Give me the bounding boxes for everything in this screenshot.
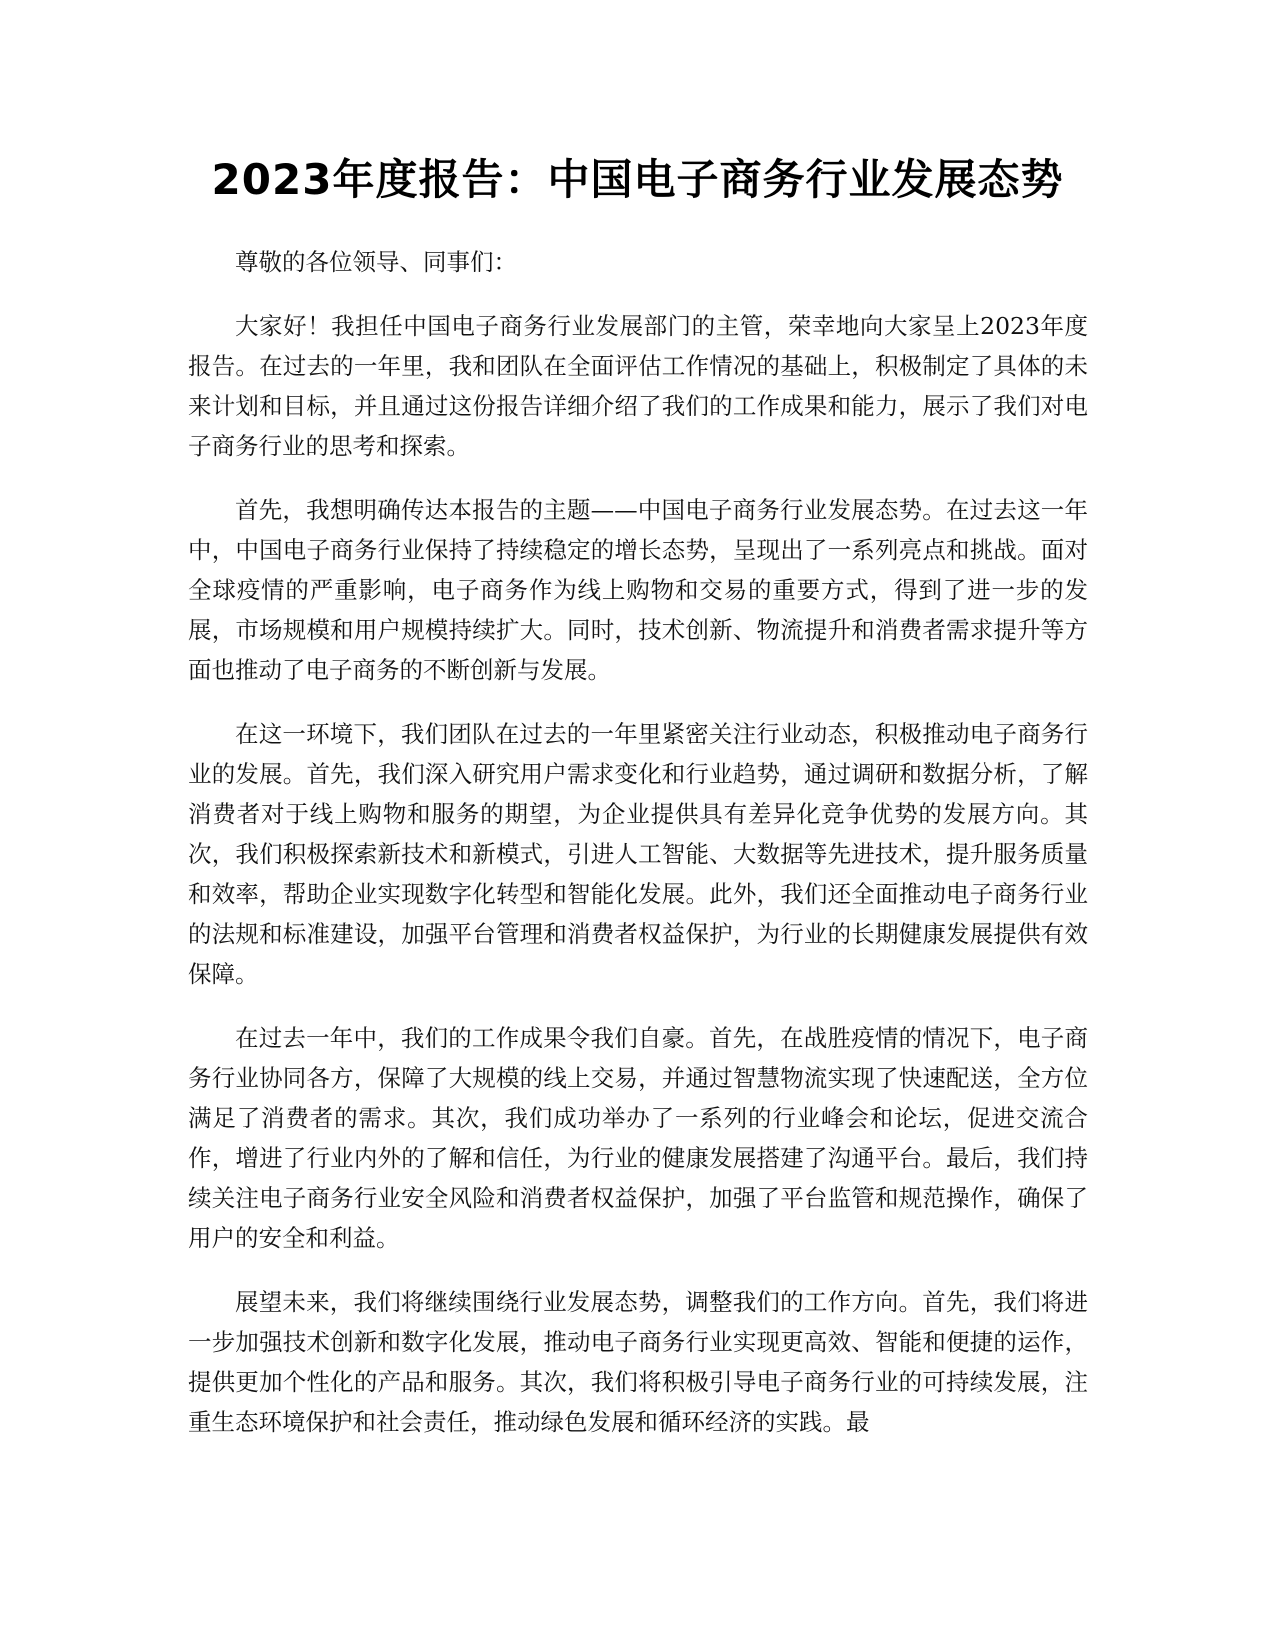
report-body <box>188 242 1088 1466</box>
paragraph-theme: 首先，我想明确传达本报告的主题——中国电子商务行业发展态势。在过去这一年中，中国电子商务行业保持了持续稳定的增长态势，呈现出了一系列亮点和挑战。面对全球疫情的严重影响，电子商务作为线上购物和交易的重要方式，得到了进一步的发展，市场规模和用户规模持续扩大。同时，技术创新、物流提升和消费者需求提升等方面也推动了电子商务的不断创新与发展。 <box>188 496 1088 684</box>
paragraph-intro: 大家好！我担任中国电子商务行业发展部门的主管，荣幸地向大家呈上2023年度报告。在过去的一年里，我和团队在全面评估工作情况的基础上，积极制定了具体的未来计划和目标，并且通过这份报告详细介绍了我们的工作成果和能力，展示了我们对电子商务行业的思考和探索。 <box>188 312 1088 460</box>
paragraph-achievements: 在过去一年中，我们的工作成果令我们自豪。首先，在战胜疫情的情况下，电子商务行业协同各方，保障了大规模的线上交易，并通过智慧物流实现了快速配送，全方位满足了消费者的需求。其次，我们成功举办了一系列的行业峰会和论坛，促进交流合作，增进了行业内外的了解和信任，为行业的健康发展搭建了沟通平台。最后，我们持续关注电子商务行业安全风险和消费者权益保护，加强了平台监管和规范操作，确保了用户的安全和利益。 <box>188 1024 1088 1252</box>
paragraph-outlook: 展望未来，我们将继续围绕行业发展态势，调整我们的工作方向。首先，我们将进一步加强技术创新和数字化发展，推动电子商务行业实现更高效、智能和便捷的运作，提供更加个性化的产品和服务。其次，我们将积极引导电子商务行业的可持续发展，注重生态环境保护和社会责任，推动绿色发展和循环经济的实践。最 <box>188 1288 1088 1436</box>
salutation: 尊敬的各位领导、同事们： <box>235 248 517 276</box>
page-title: 2023年度报告：中国电子商务行业发展态势 <box>211 155 1064 204</box>
paragraph-team-work: 在这一环境下，我们团队在过去的一年里紧密关注行业动态，积极推动电子商务行业的发展。首先，我们深入研究用户需求变化和行业趋势，通过调研和数据分析，了解消费者对于线上购物和服务的期望，为企业提供具有差异化竞争优势的发展方向。其次，我们积极探索新技术和新模式，引进人工智能、大数据等先进技术，提升服务质量和效率，帮助企业实现数字化转型和智能化发展。此外，我们还全面推动电子商务行业的法规和标准建设，加强平台管理和消费者权益保护，为行业的长期健康发展提供有效保障。 <box>188 720 1088 988</box>
